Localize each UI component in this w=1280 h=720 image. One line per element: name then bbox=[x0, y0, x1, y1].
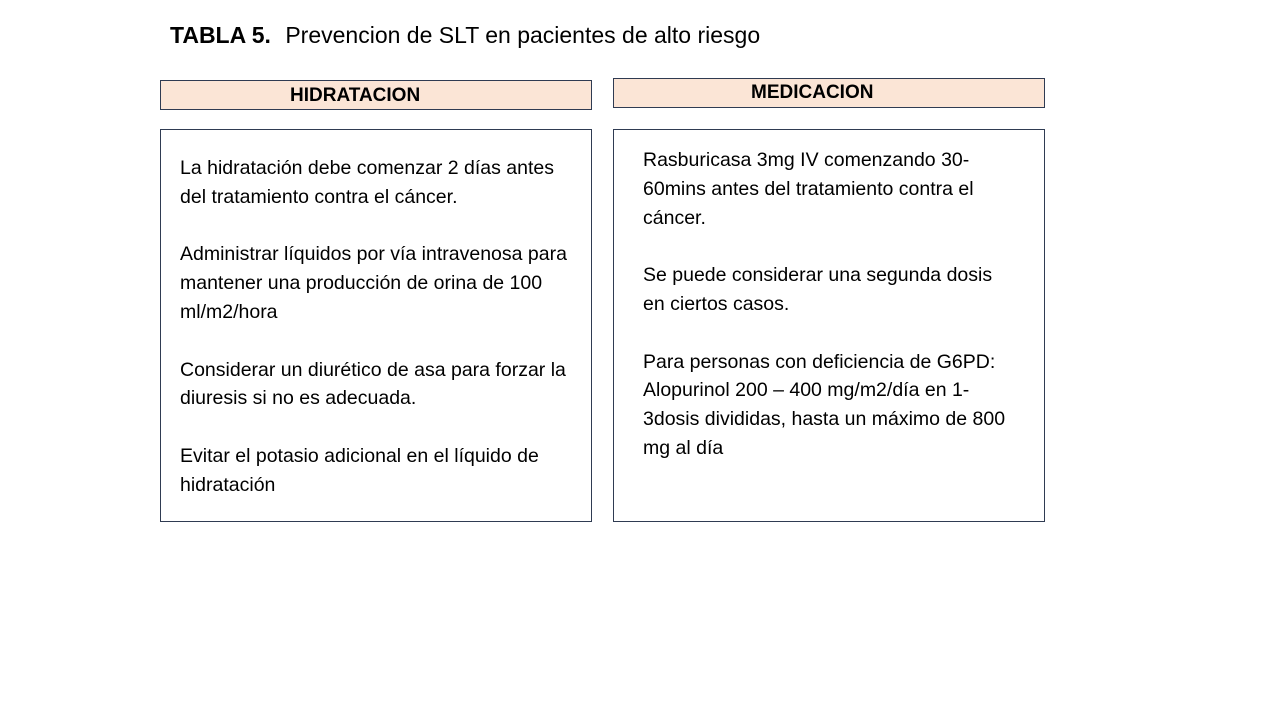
medicacion-paragraph-2: Se puede considerar una segunda dosis en ciertos casos. bbox=[643, 264, 993, 315]
hidratacion-header: HIDRATACION bbox=[160, 80, 592, 110]
medicacion-content-box bbox=[613, 129, 1045, 522]
hidratacion-content-box bbox=[160, 129, 592, 522]
medicacion-header: MEDICACION bbox=[613, 78, 1045, 108]
medicacion-paragraph-3: Para personas con deficiencia de G6PD: Alopurinol 200 – 400 mg/m2/día en 1-3dosis divididas, hasta un máximo de 800 mg al día bbox=[643, 350, 1006, 459]
table-number-label: TABLA 5. bbox=[170, 22, 271, 48]
table-title-text: Prevencion de SLT en pacientes de alto riesgo bbox=[285, 22, 761, 48]
page-title bbox=[170, 22, 760, 49]
medicacion-paragraph-1: Rasburicasa 3mg IV comenzando 30-60mins antes del tratamiento contra el cáncer. bbox=[643, 149, 974, 229]
hidratacion-paragraph-1: La hidratación debe comenzar 2 días antes del tratamiento contra el cáncer. bbox=[180, 157, 554, 208]
hidratacion-paragraph-3: Considerar un diurético de asa para forzar la diuresis si no es adecuada. bbox=[180, 358, 566, 410]
hidratacion-paragraph-4: Evitar el potasio adicional en el líquido de hidratación bbox=[180, 444, 539, 496]
hidratacion-paragraph-2: Administrar líquidos por vía intravenosa para mantener una producción de orina de 100 ml/m2/hora bbox=[180, 243, 567, 323]
